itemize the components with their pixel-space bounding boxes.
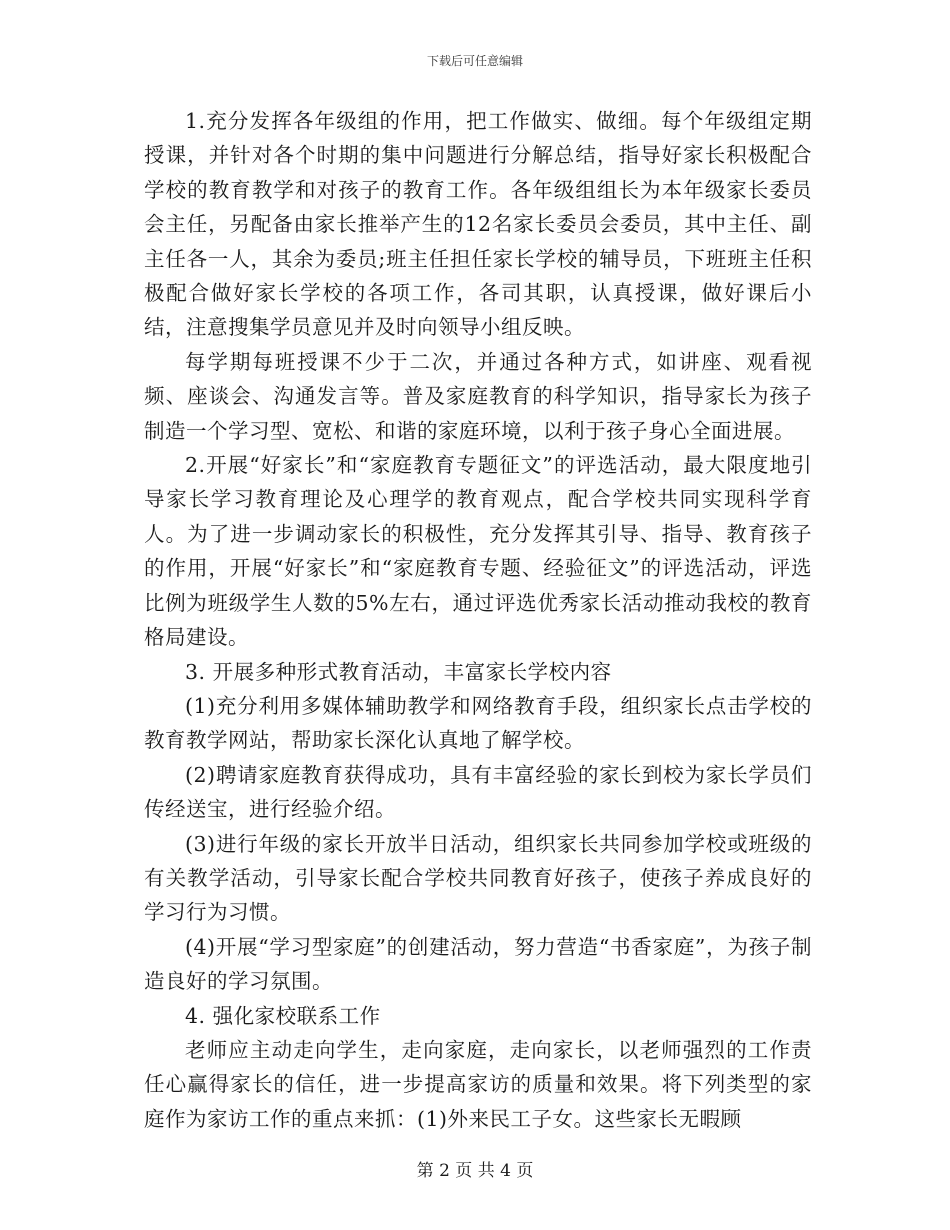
page-header: 下载后可任意编辑	[426, 54, 523, 68]
paragraph-item-4: (4)开展“学习型家庭”的创建活动，努力营造“书香家庭”，为孩子制造良好的学习氛围。	[144, 934, 812, 994]
paragraph-item-1: (1)充分利用多媒体辅助教学和网络教育手段，组织家长点击学校的教育教学网站，帮助家长深化认真地了解学校。	[144, 693, 812, 753]
page-footer: 第 2 页 共 4 页	[416, 1161, 534, 1181]
paragraph-item-2: (2)聘请家庭教育获得成功，具有丰富经验的家长到校为家长学员们传经送宝，进行经验介绍。	[144, 762, 812, 822]
paragraph-item-3: (3)进行年级的家长开放半日活动，组织家长共同参加学校或班级的有关教学活动，引导家长配合学校共同教育好孩子，使孩子养成良好的学习行为习惯。	[144, 831, 812, 925]
document-body	[144, 104, 812, 1136]
paragraph-1: 1.充分发挥各年级组的作用，把工作做实、做细。每个年级组定期授课，并针对各个时期的集中问题进行分解总结，指导好家长积极配合学校的教育教学和对孩子的教育工作。各年级组组长为本年级家长委员会主任，另配备由家长推举产生的12名家长委员会委员，其中主任、副主任各一人，其余为委员;班主任担任家长学校的辅导员，下班班主任积极配合做好家长学校的各项工作，各司其职，认真授课，做好课后小结，注意搜集学员意见并及时向领导小组反映。	[144, 109, 812, 340]
section-heading-3: 3. 开展多种形式教育活动，丰富家长学校内容	[185, 659, 612, 684]
paragraph-final: 老师应主动走向学生，走向家庭，走向家长，以老师强烈的工作责任心赢得家长的信任，进一步提高家访的质量和效果。将下列类型的家庭作为家访工作的重点来抓：(1)外来民工子女。这些家长无暇顾	[144, 1037, 812, 1131]
paragraph-2: 每学期每班授课不少于二次，并通过各种方式，如讲座、观看视频、座谈会、沟通发言等。普及家庭教育的科学知识，指导家长为孩子制造一个学习型、宽松、和谐的家庭环境，以利于孩子身心全面进展。	[144, 349, 812, 443]
paragraph-3: 2.开展“好家长”和“家庭教育专题征文”的评选活动，最大限度地引导家长学习教育理论及心理学的教育观点，配合学校共同实现科学育人。为了进一步调动家长的积极性，充分发挥其引导、指导、教育孩子的作用，开展“好家长”和“家庭教育专题、经验征文”的评选活动，评选比例为班级学生人数的5%左右，通过评选优秀家长活动推动我校的教育格局建设。	[144, 453, 812, 650]
section-heading-4: 4. 强化家校联系工作	[185, 1003, 381, 1028]
